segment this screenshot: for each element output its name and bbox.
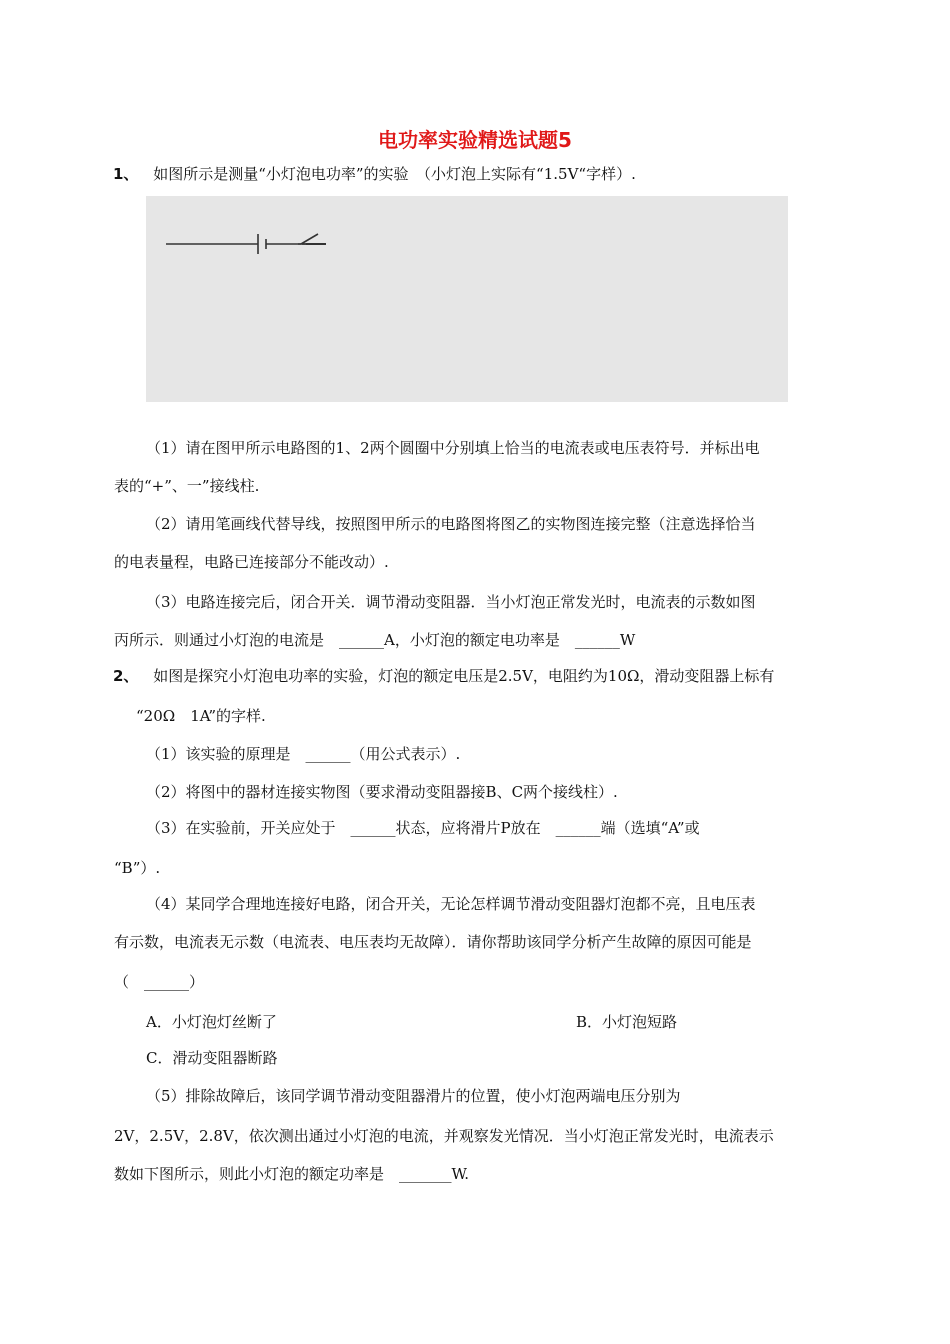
q2-part4-line3: （ ______） (114, 973, 205, 991)
q2-part1: （1）该实验的原理是 ______（用公式表示）. (146, 745, 461, 763)
question-2-stem (113, 666, 774, 686)
q1-part2-line1: （2）请用笔画线代替导线，按照图甲所示的电路图将图乙的实物图连接完整（注意选择恰当 (146, 515, 756, 533)
q2-part3-line2: “B”）. (114, 859, 161, 877)
circuit-diagram-jia (166, 234, 326, 254)
q2-part5-line3: 数如下图所示，则此小灯泡的额定功率是 _______W. (114, 1165, 470, 1183)
q1-part2-line2: 的电表量程，电路已连接部分不能改动）. (114, 553, 389, 571)
q1-part3-line2: 丙所示．则通过小灯泡的电流是 ______A，小灯泡的额定电功率是 ______W (114, 631, 636, 649)
q2-part4-line2: 有示数，电流表无示数（电流表、电压表均无故障）．请你帮助该同学分析产生故障的原因可能是 (114, 933, 752, 951)
q2-option-b: B．小灯泡短路 (576, 1013, 678, 1031)
figure-circuit-experiment (146, 196, 788, 402)
question-2-number: 2、 (113, 667, 139, 685)
page-title: 电功率实验精选试题5 (378, 128, 572, 152)
question-1-text: 如图所示是测量“小灯泡电功率”的实验 （小灯泡上实际有“1.5V“字样）. (153, 165, 636, 183)
q2-part5-line2: 2V，2.5V，2.8V，依次测出通过小灯泡的电流，并观察发光情况．当小灯泡正常发光时，电流表示 (114, 1127, 774, 1145)
q1-part3-line1: （3）电路连接完后，闭合开关．调节滑动变阻器．当小灯泡正常发光时，电流表的示数如图 (146, 593, 756, 611)
q2-part3-line1: （3）在实验前，开关应处于 ______状态，应将滑片P放在 ______端（选填“A”或 (146, 819, 700, 837)
q2-part4-line1: （4）某同学合理地连接好电路，闭合开关，无论怎样调节滑动变阻器灯泡都不亮，且电压表 (146, 895, 756, 913)
q2-stem-line2: “20Ω 1A”的字样. (136, 707, 266, 725)
q1-part1-line1: （1）请在图甲所示电路图的1、2两个圆圈中分别填上恰当的电流表或电压表符号．并标出电 (146, 439, 760, 457)
question-1-stem (113, 164, 636, 184)
question-1-number: 1、 (113, 165, 139, 183)
question-2-text: 如图是探究小灯泡电功率的实验，灯泡的额定电压是2.5V，电阻约为10Ω，滑动变阻器上标有 (153, 667, 775, 685)
q1-part1-line2: 表的“+”、一”接线柱. (114, 477, 260, 495)
q2-part5-line1: （5）排除故障后，该同学调节滑动变阻器滑片的位置，使小灯泡两端电压分别为 (146, 1087, 681, 1105)
q2-option-a: A．小灯泡灯丝断了 (146, 1013, 277, 1031)
q2-part2: （2）将图中的器材连接实物图（要求滑动变阻器接B、C两个接线柱）. (146, 783, 618, 801)
q2-option-c: C．滑动变阻器断路 (146, 1049, 278, 1067)
